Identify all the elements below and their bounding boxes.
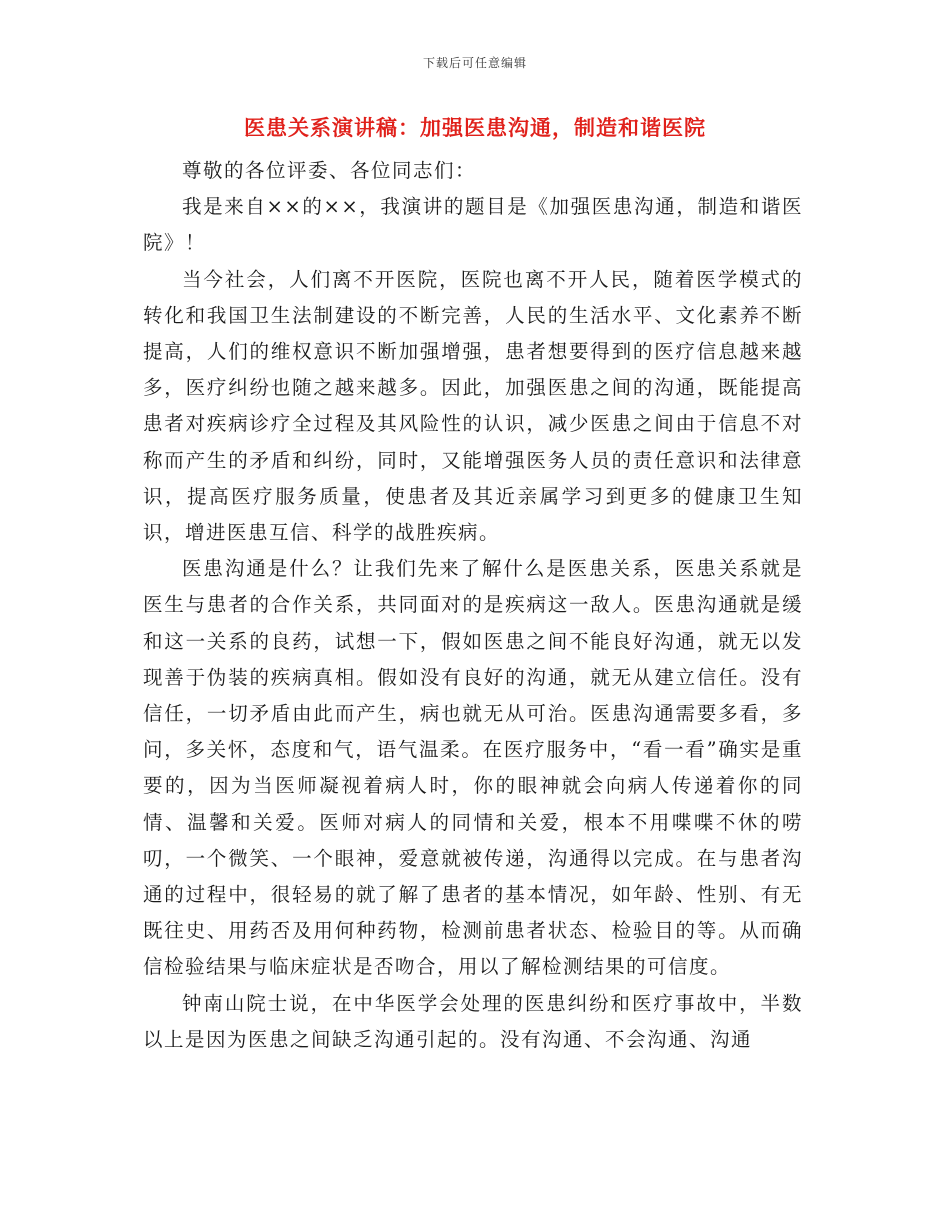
salutation-paragraph: 尊敬的各位评委、各位同志们： [182,159,477,182]
document-title: 医患关系演讲稿：加强医患沟通，制造和谐医院 [244,116,706,140]
intro-paragraph: 我是来自××的××，我演讲的题目是《加强医患沟通，制造和谐医院》！ [143,195,803,255]
body-paragraph: 当今社会，人们离不开医院，医院也离不开人民，随着医学模式的转化和我国卫生法制建设的不断完善，人民的生活水平、文化素养不断提高，人们的维权意识不断加强增强，患者想要得到的医疗信息越来越多，医疗纠纷也随之越来越多。因此，加强医患之间的沟通，既能提高患者对疾病诊疗全过程及其风险性的认识，减少医患之间由于信息不对称而产生的矛盾和纠纷，同时，又能增强医务人员的责任意识和法律意识，提高医疗服务质量，使患者及其近亲属学习到更多的健康卫生知识，增进医患互信、科学的战胜疾病。 [143,267,803,545]
document-body [143,153,803,1058]
body-paragraph: 钟南山院士说，在中华医学会处理的医患纠纷和医疗事故中，半数以上是因为医患之间缺乏沟通引起的。没有沟通、不会沟通、沟通 [143,991,803,1051]
header-note: 下载后可任意编辑 [422,56,527,70]
body-paragraph: 医患沟通是什么？让我们先来了解什么是医患关系，医患关系就是医生与患者的合作关系，共同面对的是疾病这一敌人。医患沟通就是缓和这一关系的良药，试想一下，假如医患之间不能良好沟通，就无以发现善于伪装的疾病真相。假如没有良好的沟通，就无从建立信任。没有信任，一切矛盾由此而产生，病也就无从可治。医患沟通需要多看，多问，多关怀，态度和气，语气温柔。在医疗服务中，“看一看”确实是重要的，因为当医师凝视着病人时，你的眼神就会向病人传递着你的同情、温馨和关爱。医师对病人的同情和关爱，根本不用喋喋不休的唠叨，一个微笑、一个眼神，爱意就被传递，沟通得以完成。在与患者沟通的过程中，很轻易的就了解了患者的基本情况，如年龄、性别、有无既往史、用药否及用何种药物，检测前患者状态、检验目的等。从而确信检验结果与临床症状是否吻合，用以了解检测结果的可信度。 [143,557,803,979]
